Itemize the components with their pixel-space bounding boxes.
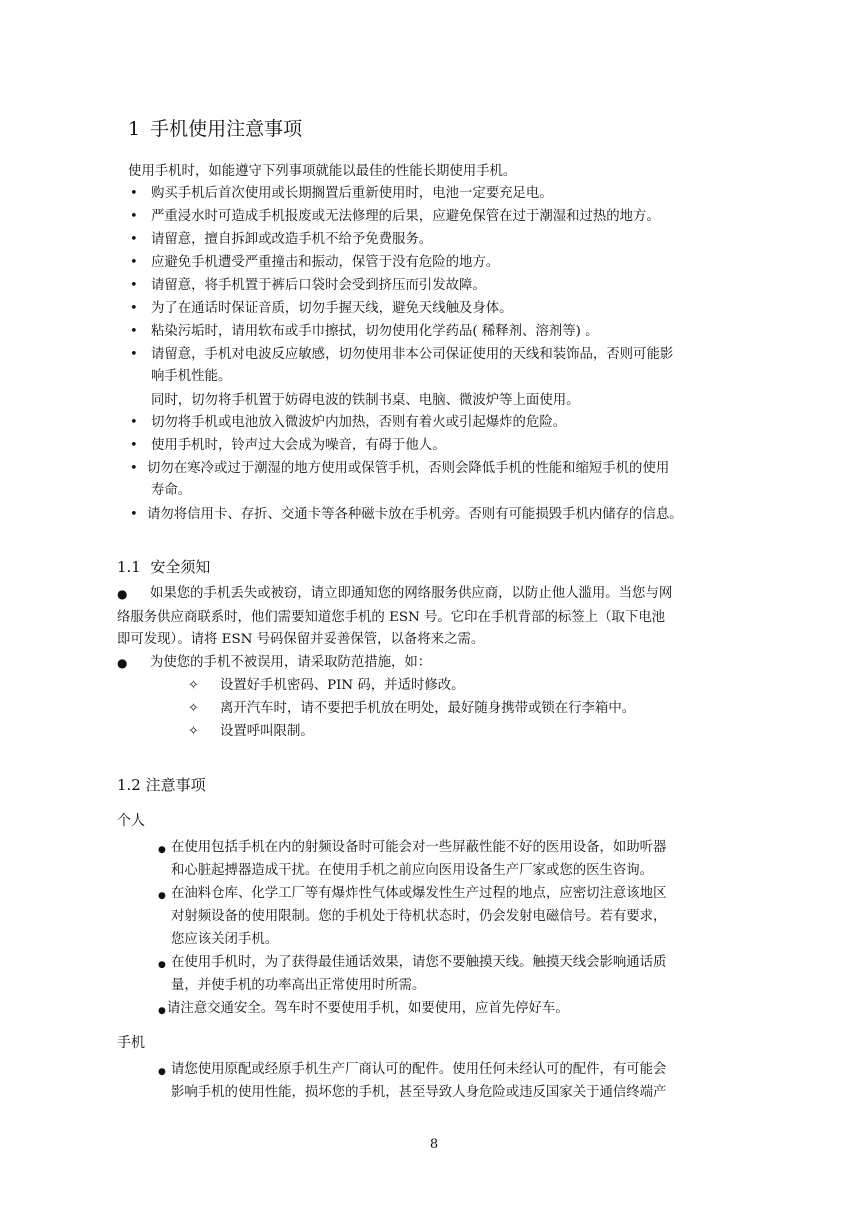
precaution-line: 您应该关闭手机。 [171,932,279,947]
diamond-bullet-icon: ✧ [188,724,199,739]
diamond-bullet-icon: ✧ [188,701,199,716]
measure-item: 设置呼叫限制。 [220,724,314,739]
bullet-icon: • [130,438,138,453]
note-line: 使用手机时，铃声过大会成为噪音，有碍于他人。 [151,438,446,453]
safety-text: 即可发现）。请将 ESN 号码保留并妥善保管，以备将来之需。 [117,632,485,647]
safety-text: 络服务供应商联系时，他们需要知道您手机的 ESN 号。它印在手机背部的标签上（取下电池 [117,610,666,625]
bullet-icon: • [130,507,138,522]
subsection-heading: 1.2 注意事项 [117,776,206,794]
note-line: 严重浸水时可造成手机报废或无法修理的后果，应避免保管在过于潮湿和过热的地方。 [151,209,660,224]
note-line: 切勿在寒冷或过于潮湿的地方使用或保管手机，否则会降低手机的性能和缩短手机的使用 [147,461,670,476]
subsection-title: 安全须知 [150,558,211,576]
category-label: 个人 [117,813,145,829]
precaution-line: 请您使用原配或经原手机生产厂商认可的配件。使用任何未经认可的配件，有可能会 [171,1062,667,1077]
bullet-icon: ● [158,1006,166,1016]
filled-circle-bullet-icon: ● [117,587,128,601]
category-label: 手机 [117,1035,145,1051]
precaution-line: 影响手机的使用性能，损坏您的手机，甚至导致人身危险或违反国家关于通信终端产 [171,1085,667,1100]
note-line: 请留意，擅自拆卸或改造手机不给予免费服务。 [151,232,433,247]
note-line: 请勿将信用卡、存折、交通卡等各种磁卡放在手机旁。否则有可能损毁手机内储存的信息。 [147,507,683,522]
intro-text: 使用手机时，如能遵守下列事项就能以最佳的性能长期使用手机。 [128,164,517,179]
safety-text: 为使您的手机不被误用，请采取防范措施，如： [150,655,432,670]
note-line: 请留意，将手机置于裤后口袋时会受到挤压而引发故障。 [151,278,486,293]
note-line: 同时，切勿将手机置于妨碍电波的铁制书桌、电脑、微波炉等上面使用。 [151,393,580,408]
bullet-icon: • [130,255,138,270]
precaution-line: 在使用手机时，为了获得最佳通话效果，请您不要触摸天线。触摸天线会影响通话质 [171,955,667,970]
precaution-line: 量，并使手机的功率高出正常使用时所需。 [171,978,426,993]
precaution-line: 和心脏起搏器造成干扰。在使用手机之前应向医用设备生产厂家或您的医生咨询。 [171,863,654,878]
filled-circle-bullet-icon: ● [117,656,128,670]
measure-item: 离开汽车时，请不要把手机放在明处，最好随身携带或锁在行李箱中。 [220,701,636,716]
note-line: 响手机性能。 [151,369,232,384]
bullet-icon: • [130,461,138,476]
note-line: 寿命。 [151,483,192,498]
page-number: 8 [429,1137,439,1152]
section-title: 手机使用注意事项 [150,118,303,140]
bullet-icon: • [130,324,138,339]
note-line: 切勿将手机或电池放入微波炉内加热，否则有着火或引起爆炸的危险。 [151,415,567,430]
bullet-icon: ● [158,891,166,901]
note-line: 请留意，手机对电波反应敏感，切勿使用非本公司保证使用的天线和装饰品，否则可能影 [151,347,674,362]
bullet-icon: • [130,415,138,430]
subsection-number: 1.1 [117,558,141,576]
safety-text: 如果您的手机丢失或被窃，请立即通知您的网络服务供应商，以防止他人滥用。当您与网 [150,586,673,601]
note-line: 购买手机后首次使用或长期搁置后重新使用时，电池一定要充足电。 [151,186,553,201]
precaution-line: 请注意交通安全。驾车时不要使用手机，如要使用，应首先停好车。 [167,1001,569,1016]
section-number: 1 [128,118,141,140]
note-line: 粘染污垢时，请用软布或手巾擦拭，切勿使用化学药品( 稀释剂、溶剂等) 。 [151,324,599,339]
bullet-icon: ● [158,845,166,855]
precaution-line: 对射频设备的使用限制。您的手机处于待机状态时，仍会发射电磁信号。若有要求， [171,909,667,924]
precaution-line: 在油料仓库、化学工厂等有爆炸性气体或爆发性生产过程的地点，应密切注意该地区 [171,886,667,901]
measure-item: 设置好手机密码、PIN 码，并适时修改。 [220,678,465,693]
subsection-heading [117,556,210,577]
bullet-icon: ● [158,960,166,970]
bullet-icon: ● [158,1067,166,1077]
note-line: 为了在通话时保证音质，切勿手握天线，避免天线触及身体。 [151,301,513,316]
bullet-icon: • [130,347,138,362]
bullet-icon: • [130,278,138,293]
bullet-icon: • [130,209,138,224]
bullet-icon: • [130,301,138,316]
bullet-icon: • [130,186,138,201]
note-line: 应避免手机遭受严重撞击和振动，保管于没有危险的地方。 [151,255,500,270]
diamond-bullet-icon: ✧ [188,678,199,693]
section-heading [128,114,302,141]
bullet-icon: • [130,232,138,247]
precaution-line: 在使用包括手机在内的射频设备时可能会对一些屏蔽性能不好的医用设备，如助听器 [171,840,667,855]
